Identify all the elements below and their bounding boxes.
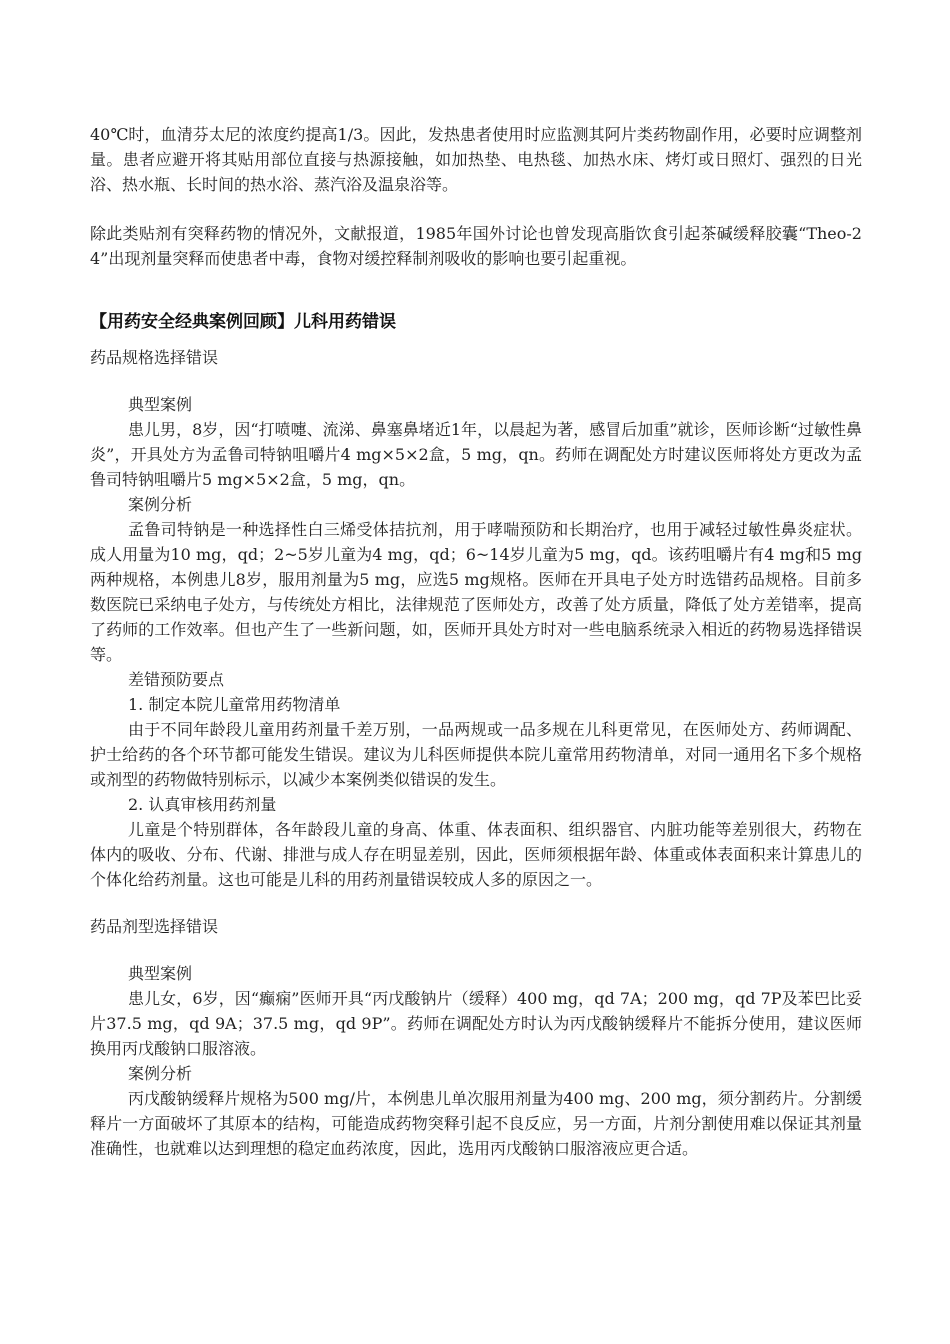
article-body: [90, 122, 862, 1161]
intro-paragraph-2: 除此类贴剂有突释药物的情况外，文献报道，1985年国外讨论也曾发现高脂饮食引起茶碱缓释胶囊“Theo-24”出现剂量突释而使患者中毒，食物对缓控释制剂吸收的影响也要引起重视。: [90, 224, 862, 268]
analysis-text: 丙戊酸钠缓释片规格为500 mg/片，本例患儿单次服用剂量为400 mg、200 mg，须分割药片。分割缓释片一方面破坏了其原本的结构，可能造成药物突释引起不良反应，另一方面，片剂分割使用难以保证其剂量准确性，也就难以达到理想的稳定血药浓度，因此，选用丙戊酸钠口服溶液应更合适。: [90, 1089, 862, 1158]
analysis-text: 孟鲁司特钠是一种选择性白三烯受体拮抗剂，用于哮喘预防和长期治疗，也用于减轻过敏性鼻炎症状。成人用量为10 mg，qd；2~5岁儿童为4 mg，qd；6~14岁儿童为5 mg，qd。该药咀嚼片有4 mg和5 mg两种规格，本例患儿8岁，服用剂量为5 mg，应选5 mg规格。医师在开具电子处方时选错药品规格。目前多数医院已采纳电子处方，与传统处方相比，法律规范了医师处方，改善了处方质量，降低了处方差错率，提高了药师的工作效率。但也产生了一些新问题，如，医师开具处方时对一些电脑系统录入相近的药物易选择错误等。: [90, 520, 862, 664]
section-title-dosage-form: 药品剂型选择错误: [90, 917, 219, 936]
intro-paragraph-1: 40℃时，血清芬太尼的浓度约提高1/3。因此，发热患者使用时应监测其阿片类药物副作用，必要时应调整剂量。患者应避开将其贴用部位直接与热源接触，如加热垫、电热毯、加热水床、烤灯或日照灯、强烈的日光浴、热水瓶、长时间的热水浴、蒸汽浴及温泉浴等。: [90, 125, 862, 194]
point-2-text: 儿童是个特别群体，各年龄段儿童的身高、体重、体表面积、组织器官、内脏功能等差别很大，药物在体内的吸收、分布、代谢、排泄与成人存在明显差别，因此，医师须根据年龄、体重或体表面积来计算患儿的个体化给药剂量。这也可能是儿科的用药剂量错误较成人多的原因之一。: [90, 820, 862, 889]
case-label: 典型案例: [128, 395, 193, 414]
case-text: 患儿女，6岁，因“癫痫”医师开具“丙戊酸钠片（缓释）400 mg，qd 7A；200 mg，qd 7P及苯巴比妥片37.5 mg，qd 9A；37.5 mg，qd 9P”。药师在调配处方时认为丙戊酸钠缓释片不能拆分使用，建议医师换用丙戊酸钠口服溶液。: [90, 989, 862, 1058]
case-label: 典型案例: [128, 964, 193, 983]
article-heading: 【用药安全经典案例回顾】儿科用药错误: [90, 312, 396, 332]
analysis-label: 案例分析: [128, 495, 193, 514]
section-title-spec: 药品规格选择错误: [90, 348, 219, 367]
point-1-title: 1. 制定本院儿童常用药物清单: [128, 695, 341, 714]
section-spec-error: [90, 345, 862, 892]
section-dosage-form-error: [90, 914, 862, 1161]
analysis-label: 案例分析: [128, 1064, 193, 1083]
point-1-text: 由于不同年龄段儿童用药剂量千差万别，一品两规或一品多规在儿科更常见，在医师处方、药师调配、护士给药的各个环节都可能发生错误。建议为儿科医师提供本院儿童常用药物清单，对同一通用名下多个规格或剂型的药物做特别标示，以减少本案例类似错误的发生。: [90, 720, 862, 789]
prevention-label: 差错预防要点: [128, 670, 225, 689]
case-text: 患儿男，8岁，因“打喷嚏、流涕、鼻塞鼻堵近1年，以晨起为著，感冒后加重”就诊，医师诊断“过敏性鼻炎”，开具处方为孟鲁司特钠咀嚼片4 mg×5×2盒，5 mg，qn。药师在调配处方时建议医师将处方更改为孟鲁司特钠咀嚼片5 mg×5×2盒，5 mg，qn。: [90, 420, 862, 489]
point-2-title: 2. 认真审核用药剂量: [128, 795, 277, 814]
